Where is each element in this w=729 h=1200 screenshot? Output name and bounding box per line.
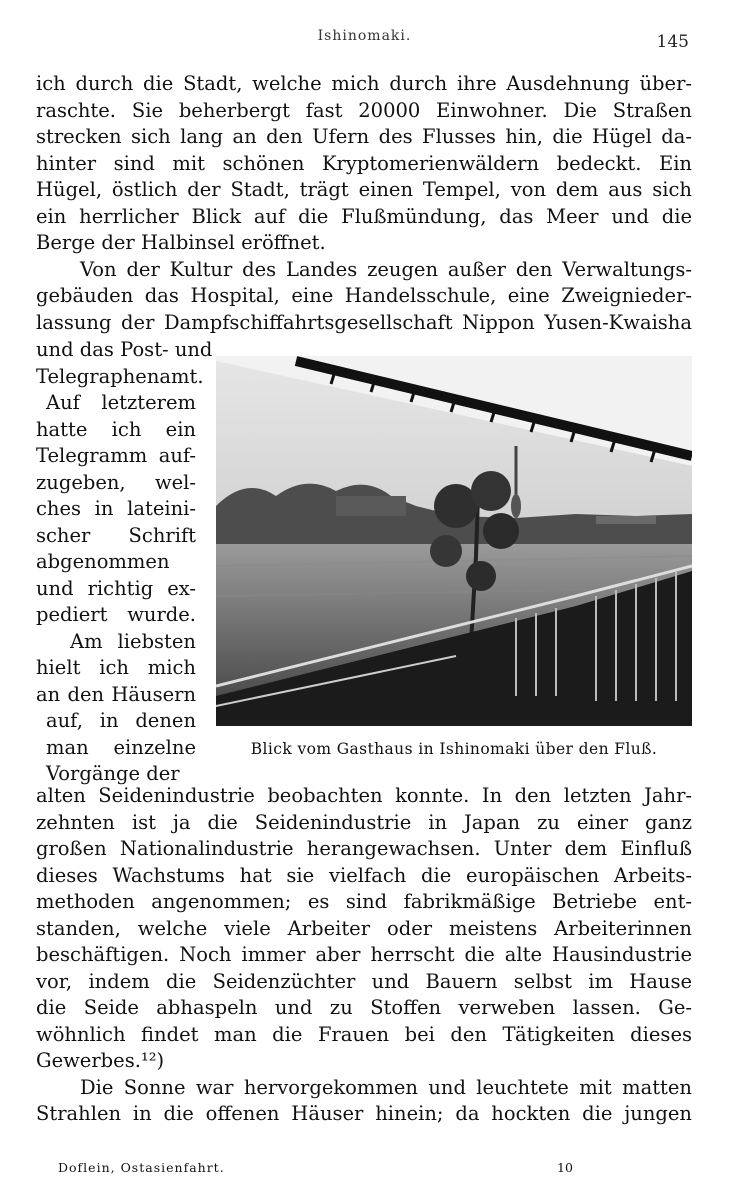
text-line: die Seide abhaspeln und zu Stoffen verweben lassen. Ge- xyxy=(36,996,692,1019)
text-line: raschte. Sie beherbergt fast 20000 Einwohner. Die Straßen xyxy=(36,98,692,122)
text-line: Vorgänge der xyxy=(46,762,180,785)
text-line: alten Seidenindustrie beobachten konnte. In den letzten Jahr- xyxy=(36,784,692,807)
bottom-text-block xyxy=(36,783,692,1128)
river-view-illustration xyxy=(216,356,692,726)
text-line: Gewerbes.¹²) xyxy=(36,1049,165,1072)
text-line: pediert wurde. xyxy=(36,603,196,626)
text-line: standen, welche viele Arbeiter oder meistens Arbeiterinnen xyxy=(36,916,692,940)
top-text-block xyxy=(36,71,692,336)
text-line: Telegraphenamt. xyxy=(36,364,204,388)
text-line: vor, indem die Seidenzüchter und Bauern selbst im Hause xyxy=(36,969,692,993)
text-line: auf, in denen xyxy=(46,709,196,732)
figure-caption: Blick vom Gasthaus in Ishinomaki über den Fluß. xyxy=(250,740,658,758)
photo-figure xyxy=(216,356,692,726)
text-line: Von der Kultur des Landes zeugen außer den Verwaltungs- xyxy=(80,257,692,281)
text-line: strecken sich lang an den Ufern des Flusses hin, die Hügel da- xyxy=(36,125,692,148)
text-line: hinter sind mit schönen Kryptomerienwäldern bedeckt. Ein xyxy=(36,151,692,175)
text-line: und das Post- und xyxy=(36,338,213,361)
running-title: Ishinomaki. xyxy=(317,28,412,44)
text-line: beschäftigen. Noch immer aber herrscht die alte Hausindustrie xyxy=(36,943,692,966)
text-line: Telegramm auf- xyxy=(36,444,196,467)
text-line: Berge der Halbinsel eröffnet. xyxy=(36,231,326,254)
text-line: man einzelne xyxy=(46,735,196,759)
text-line: hielt ich mich xyxy=(36,656,196,679)
text-line: dieses Wachstums hat sie vielfach die europäischen Arbeits- xyxy=(36,863,692,887)
text-line: Auf letzterem xyxy=(46,391,196,414)
text-line: Hügel, östlich der Stadt, trägt einen Tempel, von dem aus sich xyxy=(36,178,692,201)
text-line: zugeben, wel- xyxy=(36,470,196,494)
text-line: gebäuden das Hospital, eine Handelsschule, eine Zweignieder- xyxy=(36,284,692,307)
page-number: 145 xyxy=(656,32,689,52)
text-line: ich durch die Stadt, welche mich durch ihre Ausdehnung über- xyxy=(36,72,692,95)
text-line: Strahlen in die offenen Häuser hinein; da hockten die jungen xyxy=(36,1102,692,1125)
text-line: lassung der Dampfschiffahrtsgesellschaft Nippon Yusen-Kwaisha xyxy=(36,310,692,334)
text-line: ches in lateini- xyxy=(36,497,196,520)
text-line: Am liebsten xyxy=(70,629,196,653)
text-line: zehnten ist ja die Seidenindustrie in Japan zu einer ganz xyxy=(36,810,692,834)
text-line: und richtig ex- xyxy=(36,576,196,600)
text-line: ein herrlicher Blick auf die Flußmündung, das Meer und die xyxy=(36,204,692,228)
text-line: hatte ich ein xyxy=(36,417,196,441)
river-photo xyxy=(216,356,692,726)
text-line: an den Häusern xyxy=(36,682,196,706)
text-line: Die Sonne war hervorgekommen und leuchtete mit matten xyxy=(80,1075,692,1099)
printer-signature: Doflein, Ostasienfahrt. xyxy=(58,1160,225,1175)
text-line: großen Nationalindustrie herangewachsen. Unter dem Einfluß xyxy=(36,837,692,860)
text-line: methoden angenommen; es sind fabrikmäßige Betriebe ent- xyxy=(36,890,692,913)
left-column-text xyxy=(36,337,213,788)
text-line: scher Schrift xyxy=(36,523,196,547)
text-line: wöhnlich findet man die Frauen bei den Tätigkeiten dieses xyxy=(36,1022,692,1046)
text-line: abgenommen xyxy=(36,550,170,573)
sheet-number: 10 xyxy=(557,1160,573,1175)
